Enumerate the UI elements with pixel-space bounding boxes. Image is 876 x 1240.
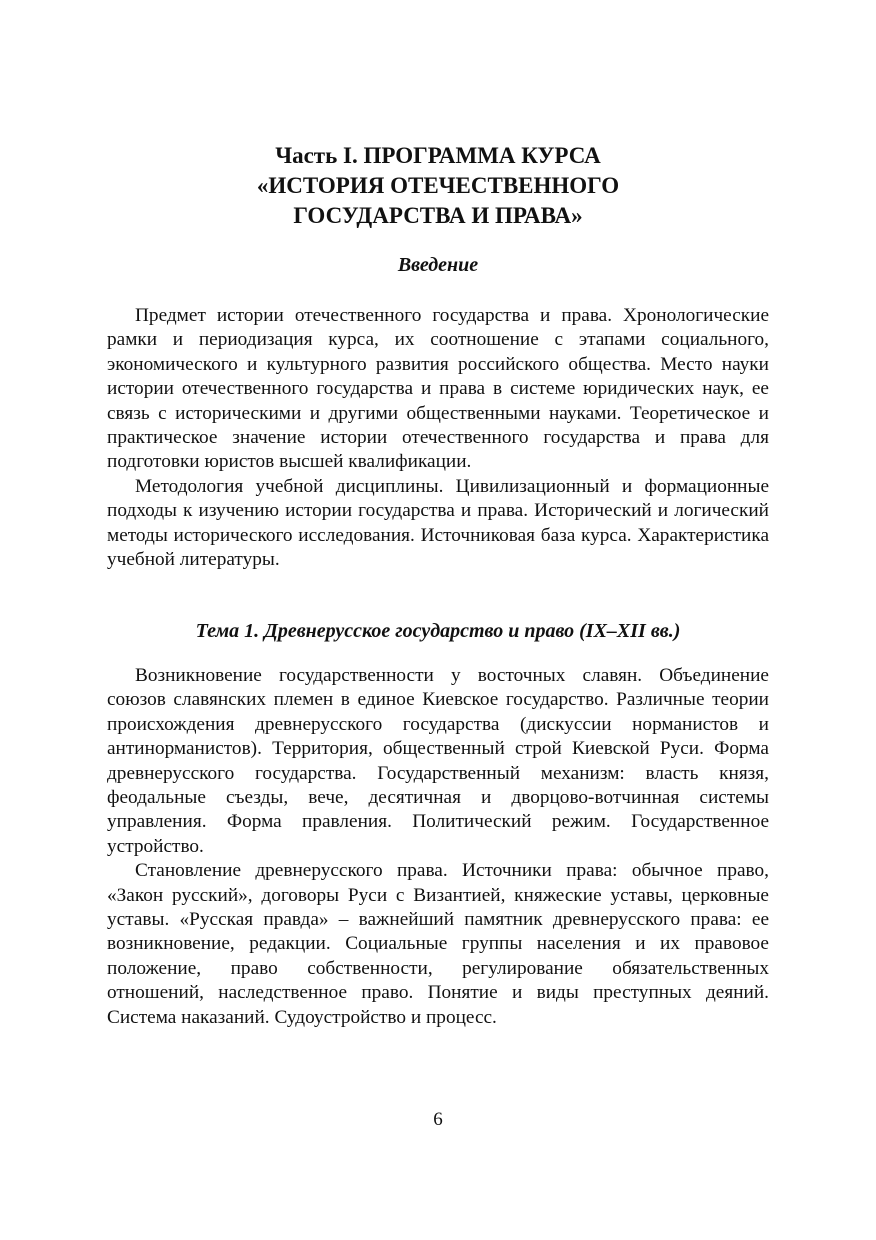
topic-1-heading: Тема 1. Древнерусское государство и право (IX–XII вв.) [195, 620, 681, 642]
intro-heading: Введение [397, 254, 479, 276]
part-title-line: ГОСУДАРСТВА И ПРАВА» [293, 203, 583, 228]
part-title [100, 141, 776, 231]
topic-1-text [107, 664, 769, 1030]
page-number: 6 [433, 1109, 443, 1130]
part-title-line: Часть I. ПРОГРАММА КУРСА [275, 143, 601, 168]
topic-1-paragraph: Становление древнерусского права. Источники права: обычное право, «Закон русский», договоры Руси с Византией, княжеские уставы, церковные уставы. «Русская правда» – важнейший памятник древнерусского права: ее возникновение, редакции. Социальные группы населения и их правовое положение, право собственности, регулирование обязательственных отношений, наследственное право. Понятие и виды преступных деяний. Система наказаний. Судоустройство и процесс. [107, 860, 769, 1028]
intro-paragraph: Предмет истории отечественного государства и права. Хронологические рамки и периодизация курса, их соотношение с этапами социального, экономического и культурного развития российского общества. Место науки истории отечественного государства и права в системе юридических наук, ее связь с историческими и другими общественными науками. Теоретическое и практическое значение истории отечественного государства и права для подготовки юристов высшей квалификации. [107, 305, 769, 473]
topic-1-paragraph: Возникновение государственности у восточных славян. Объединение союзов славянских племен в единое Киевское государство. Различные теории происхождения древнерусского государства (дискуссии норманистов и антинорманистов). Территория, общественный строй Киевской Руси. Форма древнерусского государства. Государственный механизм: власть князя, феодальные съезды, вече, десятичная и дворцово-вотчинная системы управления. Форма правления. Политический режим. Государственное устройство. [107, 665, 769, 857]
intro-text [107, 304, 769, 572]
part-title-line: «ИСТОРИЯ ОТЕЧЕСТВЕННОГО [256, 173, 620, 198]
intro-paragraph: Методология учебной дисциплины. Цивилизационный и формационные подходы к изучению истории государства и права. Исторический и логический методы исторического исследования. Источниковая база курса. Характеристика учебной литературы. [107, 475, 769, 571]
